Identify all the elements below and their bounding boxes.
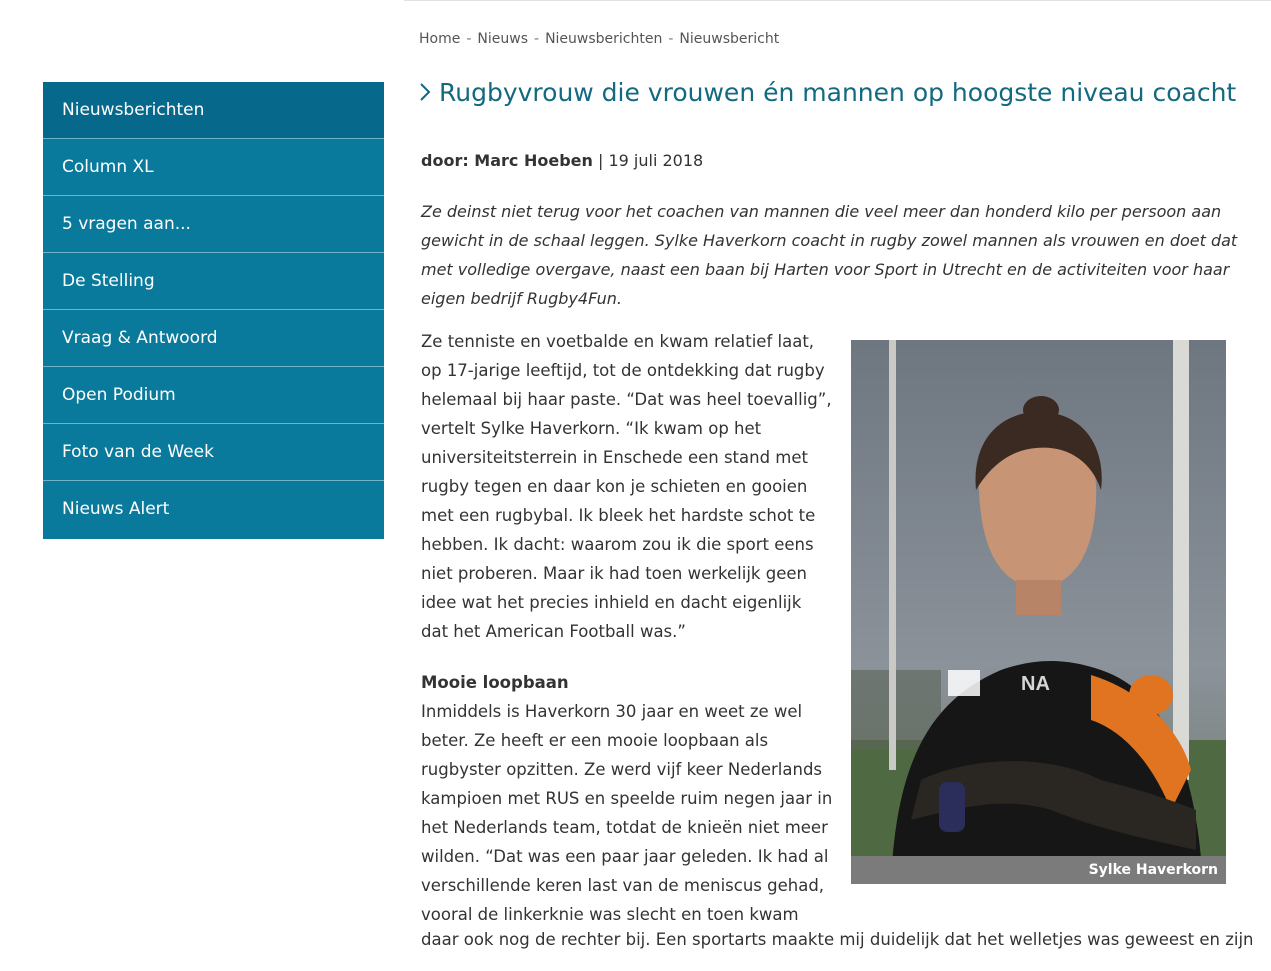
- article-body: [421, 327, 833, 929]
- breadcrumb-current: Nieuwsbericht: [679, 31, 780, 47]
- sidebar-item-de-stelling[interactable]: De Stelling: [43, 253, 384, 310]
- top-divider: [404, 0, 1271, 1]
- sidebar-item-vraag-antwoord[interactable]: Vraag & Antwoord: [43, 310, 384, 367]
- breadcrumb-nieuwsberichten[interactable]: Nieuwsberichten: [545, 31, 663, 47]
- image-caption: Sylke Haverkorn: [851, 856, 1226, 884]
- sidebar-item-nieuws-alert[interactable]: Nieuws Alert: [43, 481, 384, 539]
- article-image: [851, 340, 1226, 884]
- breadcrumb-separator: -: [534, 31, 540, 47]
- breadcrumb-separator: -: [466, 31, 472, 47]
- byline: [421, 151, 703, 170]
- article-subheading: Mooie loopbaan: [421, 673, 569, 692]
- article-paragraph: Ze tenniste en voetbalde en kwam relatief laat, op 17-jarige leeftijd, tot de ontdekking dat rugby helemaal bij haar paste. “Dat was heel toevallig”, vertelt Sylke Haverkorn. “Ik kwam op het universiteitsterrein in Enschede een stand met rugby tegen en daar kon je schieten en gooien met een rugbybal. Ik bleek het hardste schot te hebben. Ik dacht: waarom zou ik die sport eens niet proberen. Maar ik had toen werkelijk geen idee wat het precies inhield en dacht eigenlijk dat het American Football was.”: [421, 332, 832, 641]
- article-paragraph-continued: daar ook nog de rechter bij. Een sportarts maakte mij duidelijk dat het welletjes was geweest en zijn: [421, 930, 1254, 949]
- shirt-logo: NA: [1021, 673, 1050, 695]
- byline-separator: |: [597, 151, 604, 170]
- sidebar-nav: [43, 82, 384, 539]
- publish-date: 19 juli 2018: [608, 151, 704, 170]
- sidebar-item-5-vragen-aan[interactable]: 5 vragen aan...: [43, 196, 384, 253]
- breadcrumb-separator: -: [668, 31, 674, 47]
- chevron-right-icon: [419, 82, 431, 102]
- breadcrumb: [419, 31, 779, 47]
- breadcrumb-nieuws[interactable]: Nieuws: [477, 31, 528, 47]
- breadcrumb-home[interactable]: Home: [419, 31, 461, 47]
- sidebar-item-foto-van-de-week[interactable]: Foto van de Week: [43, 424, 384, 481]
- page-title-text: Rugbyvrouw die vrouwen én mannen op hoogste niveau coacht: [439, 78, 1237, 107]
- article-paragraph: Inmiddels is Haverkorn 30 jaar en weet ze wel beter. Ze heeft er een mooie loopbaan als rugbyster opzitten. Ze werd vijf keer Nederlands kampioen met RUS en speelde ruim negen jaar in het Nederlands team, totdat de knieën niet meer wilden. “Dat was een paar jaar geleden. Ik had al verschillende keren last van de meniscus gehad, vooral de linkerknie was slecht en toen kwam: [421, 702, 833, 924]
- author: door: Marc Hoeben: [421, 151, 593, 170]
- page-title: [419, 78, 1236, 107]
- article-lead: Ze deinst niet terug voor het coachen van mannen die veel meer dan honderd kilo per persoon aan gewicht in de schaal leggen. Sylke Haverkorn coacht in rugby zowel mannen als vrouwen en doet dat met volledige overgave, naast een baan bij Harten voor Sport in Utrecht en de activiteiten voor haar eigen bedrijf Rugby4Fun.: [421, 202, 1238, 308]
- sidebar-item-nieuwsberichten[interactable]: Nieuwsberichten: [43, 82, 384, 139]
- sidebar-item-column-xl[interactable]: Column XL: [43, 139, 384, 196]
- portrait-photo: [851, 340, 1226, 884]
- sidebar-item-open-podium[interactable]: Open Podium: [43, 367, 384, 424]
